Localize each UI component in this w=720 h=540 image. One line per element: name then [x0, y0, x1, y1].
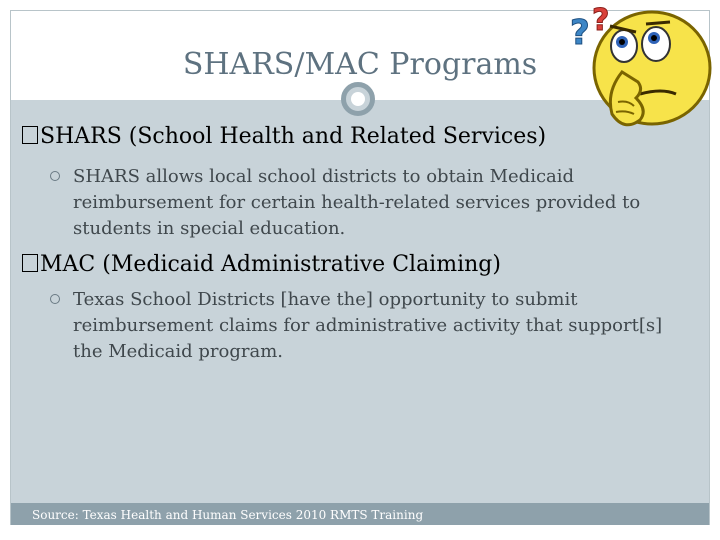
ring-ornament-icon: [341, 82, 375, 116]
svg-text:?: ?: [570, 13, 590, 53]
slide-title: SHARS/MAC Programs: [182, 47, 538, 82]
section-heading-text: MAC (Medicaid Administrative Claiming): [40, 252, 501, 277]
section-mac-detail: [46, 287, 686, 365]
section-shars-detail: [46, 164, 686, 242]
section-shars-heading: [22, 124, 546, 149]
section-mac-heading: [22, 252, 501, 277]
hollow-bullet-icon: [50, 294, 60, 304]
missing-glyph-icon: [22, 126, 38, 144]
footer-bar: [11, 503, 709, 525]
footer-source: Source: Texas Health and Human Services 2010 RMTS Training: [32, 508, 424, 522]
thinking-smiley-icon: [566, 2, 716, 142]
section-heading-text: SHARS (School Health and Related Services): [40, 124, 547, 149]
section-detail-text: SHARS allows local school districts to obtain Medicaid reimbursement for certain health-related services provided to students in special education.: [73, 166, 641, 239]
section-detail-text: Texas School Districts [have the] opportunity to submit reimbursement claims for administrative activity that support[s] the Medicaid program.: [73, 289, 663, 362]
missing-glyph-icon: [22, 254, 38, 272]
hollow-bullet-icon: [50, 171, 60, 181]
svg-text:?: ?: [592, 3, 610, 38]
